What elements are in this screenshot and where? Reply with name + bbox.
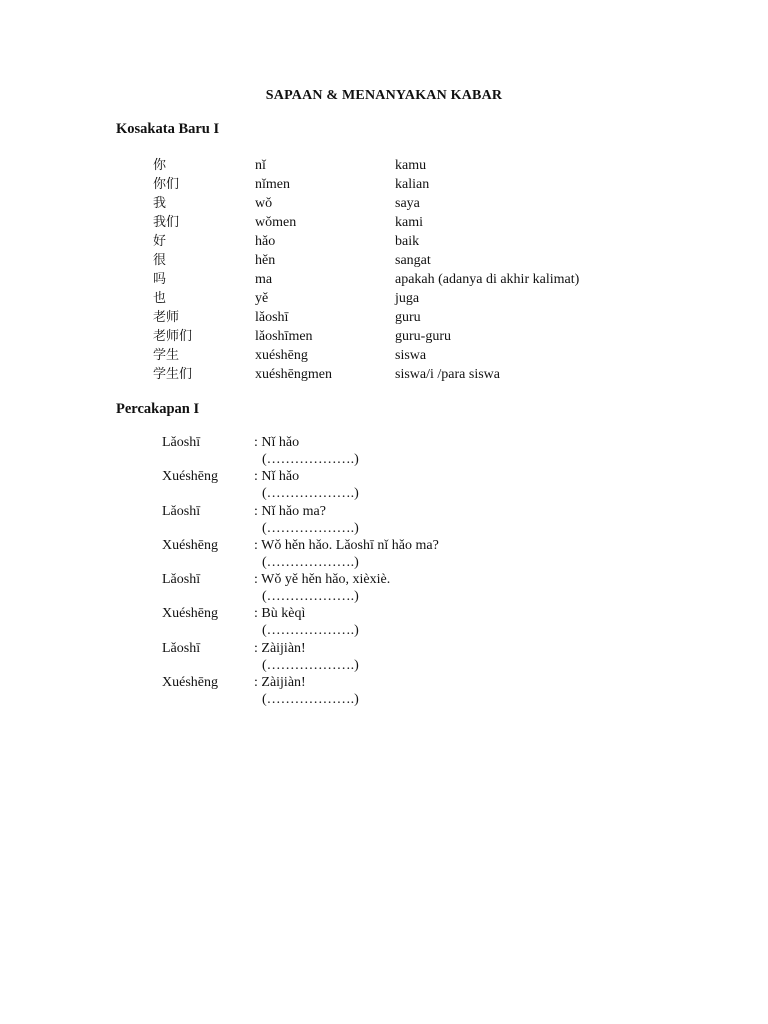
- vocab-meaning: guru-guru: [395, 329, 451, 344]
- conversation-line: [162, 606, 642, 640]
- vocab-hanzi: 吗: [153, 272, 167, 287]
- vocab-pinyin: wǒ: [255, 196, 273, 211]
- vocab-pinyin: wǒmen: [255, 215, 297, 230]
- vocab-pinyin: xuéshēng: [255, 348, 308, 363]
- vocab-meaning: kami: [395, 215, 423, 230]
- vocab-meaning: kamu: [395, 158, 427, 173]
- vocab-hanzi: 也: [153, 291, 167, 306]
- speaker-label: Xuéshēng: [162, 675, 218, 691]
- vocab-meaning: guru: [395, 310, 421, 325]
- utterance-text: : Bù kèqì: [254, 606, 306, 622]
- conversation-line: [162, 435, 642, 469]
- vocab-row: [153, 213, 653, 232]
- vocab-hanzi: 学生们: [153, 367, 193, 382]
- vocab-hanzi: 老师: [153, 310, 180, 325]
- vocab-row: [153, 308, 653, 327]
- vocab-meaning: siswa: [395, 348, 427, 363]
- speaker-label: Lǎoshī: [162, 503, 201, 519]
- utterance-text: : Zàijiàn!: [254, 640, 306, 656]
- translation-blank: (……………….): [262, 486, 359, 502]
- conversation-line: [162, 538, 642, 572]
- conversation-line: [162, 675, 642, 709]
- vocab-meaning: sangat: [395, 253, 431, 268]
- vocab-hanzi: 我们: [153, 215, 180, 230]
- speaker-label: Xuéshēng: [162, 537, 218, 553]
- speaker-label: Lǎoshī: [162, 435, 201, 450]
- vocab-pinyin: hěn: [255, 253, 276, 268]
- vocab-pinyin: lǎoshīmen: [255, 329, 313, 344]
- vocab-row: [153, 270, 653, 289]
- utterance-text: : Wǒ hěn hǎo. Lǎoshī nǐ hǎo ma?: [254, 537, 439, 553]
- vocab-meaning: kalian: [395, 177, 430, 192]
- vocab-heading: Kosakata Baru I: [116, 121, 220, 137]
- vocab-hanzi: 很: [153, 253, 167, 268]
- vocab-row: [153, 346, 653, 365]
- utterance-text: : Nǐ hǎo: [254, 435, 300, 450]
- speaker-label: Xuéshēng: [162, 606, 218, 622]
- document-title: SAPAAN & MENANYAKAN KABAR: [265, 88, 503, 103]
- vocab-pinyin: yě: [255, 291, 269, 306]
- vocab-pinyin: nǐ: [255, 158, 266, 173]
- utterance-text: : Nǐ hǎo: [254, 469, 300, 485]
- translation-blank: (……………….): [262, 452, 359, 467]
- speaker-label: Lǎoshī: [162, 640, 201, 656]
- vocab-row: [153, 156, 653, 175]
- vocab-pinyin: nǐmen: [255, 177, 290, 192]
- vocab-pinyin: xuéshēngmen: [255, 367, 332, 382]
- vocab-row: [153, 194, 653, 213]
- vocab-row: [153, 289, 653, 308]
- conversation-line: [162, 469, 642, 503]
- speaker-label: Lǎoshī: [162, 572, 201, 588]
- conversation-line: [162, 504, 642, 538]
- vocab-table: [153, 156, 653, 384]
- vocab-hanzi: 好: [153, 234, 167, 249]
- speaker-label: Xuéshēng: [162, 469, 218, 485]
- utterance-text: : Zàijiàn!: [254, 675, 306, 691]
- vocab-hanzi: 你们: [153, 177, 180, 192]
- vocab-hanzi: 你: [153, 158, 167, 173]
- vocab-meaning: siswa/i /para siswa: [395, 367, 500, 382]
- translation-blank: (……………….): [262, 623, 359, 639]
- vocab-meaning: baik: [395, 234, 420, 249]
- vocab-hanzi: 学生: [153, 348, 180, 363]
- vocab-row: [153, 327, 653, 346]
- vocab-pinyin: lǎoshī: [255, 310, 289, 325]
- vocab-row: [153, 365, 653, 384]
- vocab-row: [153, 232, 653, 251]
- conversation-heading: Percakapan I: [116, 401, 200, 417]
- conversation-line: [162, 641, 642, 675]
- vocab-hanzi: 老师们: [153, 329, 193, 344]
- conversation-block: [162, 435, 642, 709]
- vocab-meaning: saya: [395, 196, 420, 211]
- utterance-text: : Nǐ hǎo ma?: [254, 503, 326, 519]
- translation-blank: (……………….): [262, 589, 359, 605]
- utterance-text: : Wǒ yě hěn hǎo, xièxiè.: [254, 572, 391, 588]
- translation-blank: (……………….): [262, 554, 359, 570]
- vocab-row: [153, 175, 653, 194]
- translation-blank: (……………….): [262, 692, 359, 708]
- vocab-meaning: juga: [395, 291, 420, 306]
- vocab-pinyin: hǎo: [255, 234, 276, 249]
- translation-blank: (……………….): [262, 657, 359, 673]
- translation-blank: (……………….): [262, 520, 359, 536]
- conversation-line: [162, 572, 642, 606]
- vocab-row: [153, 251, 653, 270]
- vocab-pinyin: ma: [255, 272, 273, 287]
- vocab-meaning: apakah (adanya di akhir kalimat): [395, 272, 580, 287]
- vocab-hanzi: 我: [153, 196, 167, 211]
